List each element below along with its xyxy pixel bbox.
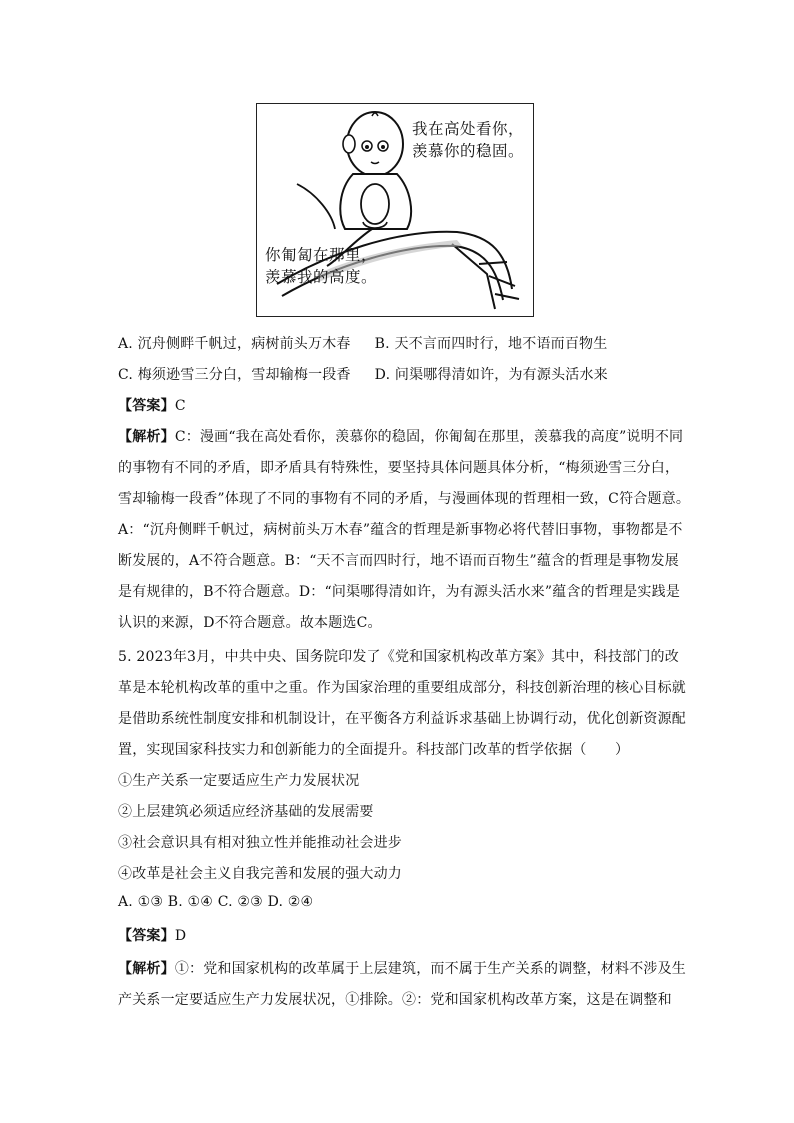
q4-analysis-line: A：“沉舟侧畔千帆过，病树前头万木春”蕴含的哲理是新事物必将代替旧事物，事物都是不: [118, 522, 683, 538]
q5-item: ②上层建筑必须适应经济基础的发展需要: [118, 804, 374, 820]
q5-stem-line: 是借助系统性制度安排和机制设计，在平衡各方利益诉求基础上协调行动，优化创新资源配: [118, 711, 686, 727]
q5-analysis-line: 产关系一定要适应生产力发展状况，①排除。②：党和国家机构改革方案，这是在调整和: [118, 992, 672, 1008]
speech-bottom-line-2: 羡慕我的高度。: [265, 268, 378, 286]
analysis-tag: 【解析】: [118, 961, 175, 977]
speech-bubble-top: [412, 118, 532, 162]
q4-analysis-line: 断发展的，A不符合题意。B：“天不言而四时行，地不语而百物生”蕴含的哲理是事物发展: [118, 553, 679, 569]
q4-option-b: B. 天不言而四时行，地不语而百物生: [374, 336, 608, 352]
q5-stem-line: 置，实现国家科技实力和创新能力的全面提升。科技部门改革的哲学依据（ ）: [118, 742, 630, 758]
q4-analysis-line: [118, 426, 683, 446]
q5-options: A. ①③ B. ①④ C. ②③ D. ②④: [118, 894, 314, 910]
q4-analysis-line: 的事物有不同的矛盾，即矛盾具有特殊性，要坚持具体问题具体分析，“梅须逊雪三分白，: [118, 460, 680, 476]
analysis-tag: 【解析】: [118, 429, 175, 445]
answer-tag: 【答案】: [118, 398, 175, 414]
q4-analysis-line: 雪却输梅一段香”体现了不同的事物有不同的矛盾，与漫画体现的哲理相一致，C符合题意。: [118, 491, 691, 507]
q4-option-d: D. 问渠哪得清如许，为有源头活水来: [374, 367, 608, 383]
speech-top-line-2: 羡慕你的稳固。: [412, 142, 525, 160]
speech-top-line-1: 我在高处看你，: [412, 120, 525, 138]
q4-option-c: C. 梅须逊雪三分白，雪却输梅一段香: [118, 367, 351, 383]
answer-value: D: [174, 928, 187, 944]
q4-answer: [118, 395, 186, 415]
q5-stem-line: 革是本轮机构改革的重中之重。作为国家治理的重要组成部分，科技创新治理的核心目标就: [118, 680, 686, 696]
q4-option-a: A. 沉舟侧畔千帆过，病树前头万木春: [118, 336, 351, 352]
q4-analysis-line: 是有规律的，B不符合题意。D：“问渠哪得清如许，为有源头活水来”蕴含的哲理是实践是: [118, 584, 681, 600]
q5-stem-line: 5. 2023年3月，中共中央、国务院印发了《党和国家机构改革方案》其中，科技部门的改: [118, 649, 679, 665]
analysis-text: C：漫画“我在高处看你，羡慕你的稳固，你匍匐在那里，羡慕我的高度”说明不同: [174, 429, 684, 445]
cartoon-illustration: [256, 103, 534, 317]
q5-item: ④改革是社会主义自我完善和发展的强大动力: [118, 866, 402, 882]
answer-value: C: [174, 398, 186, 414]
q4-analysis-line: 认识的来源，D不符合题意。故本题选C。: [118, 615, 382, 631]
q5-answer: [118, 925, 186, 945]
q4-options-row-1: [118, 333, 607, 353]
answer-tag: 【答案】: [118, 928, 175, 944]
analysis-text: ①：党和国家机构的改革属于上层建筑，而不属于生产关系的调整，材料不涉及生: [174, 961, 687, 977]
speech-bottom-line-1: 你匍匐在那里，: [265, 246, 378, 264]
q5-analysis-line: [118, 958, 686, 978]
q5-item: ③社会意识具有相对独立性并能推动社会进步: [118, 835, 402, 851]
q4-options-row-2: [118, 364, 608, 384]
q5-item: ①生产关系一定要适应生产力发展状况: [118, 773, 360, 789]
speech-bubble-bottom: [265, 244, 415, 288]
